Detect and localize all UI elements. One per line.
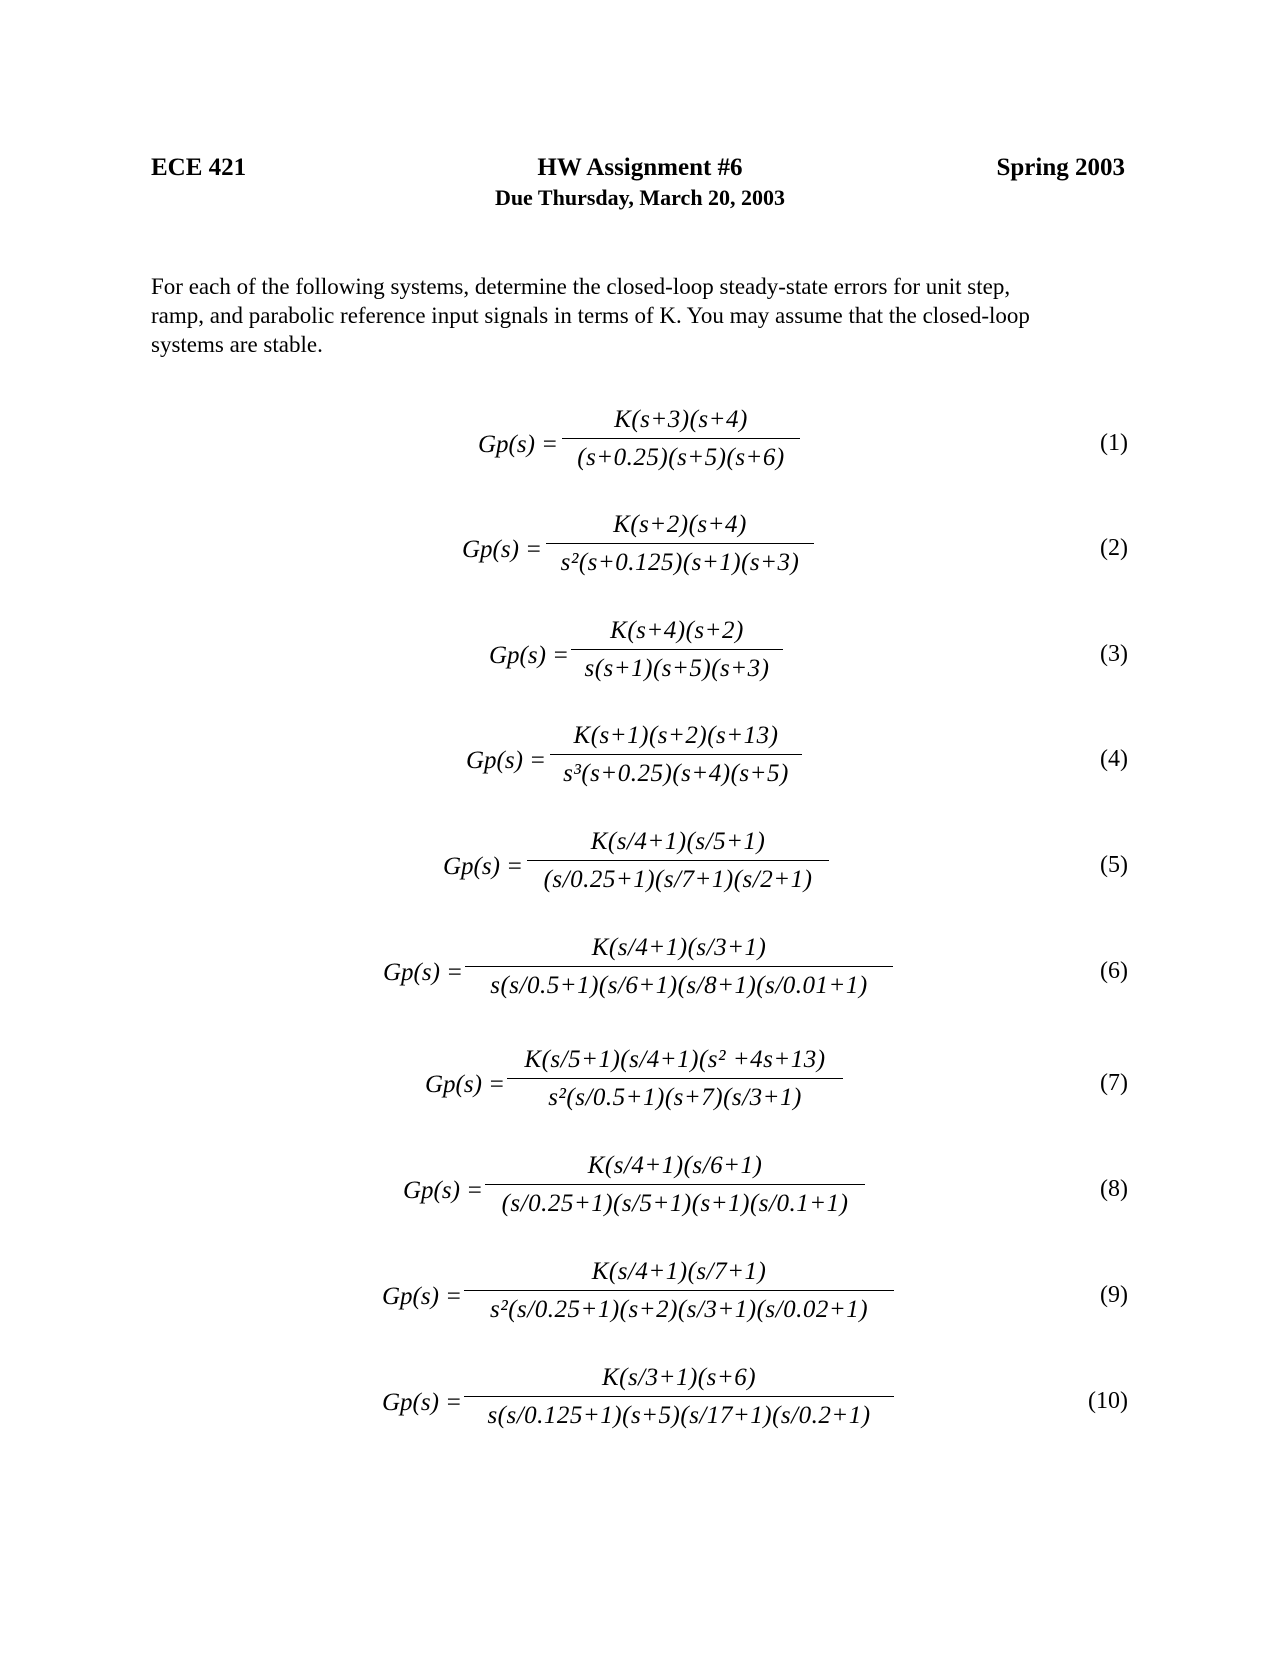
- fraction-bar: [485, 1184, 865, 1185]
- equation-number: (7): [1100, 1070, 1128, 1096]
- transfer-fraction: [485, 1150, 865, 1220]
- equation-1: [0, 404, 1280, 484]
- equation-number: (3): [1100, 641, 1128, 667]
- equation-lhs: [466, 748, 546, 773]
- transfer-fraction: [464, 1362, 894, 1432]
- numerator: K(s+2)(s+4): [613, 511, 747, 538]
- equation-number: (10): [1088, 1388, 1128, 1414]
- equation-6: [0, 932, 1280, 1012]
- denominator: s²(s+0.125)(s+1)(s+3): [560, 549, 800, 576]
- equation-number: (8): [1100, 1176, 1128, 1202]
- equation-number: (2): [1100, 535, 1128, 561]
- equation-lhs-text: Gp(s) =: [489, 642, 570, 669]
- equation-lhs: [462, 537, 542, 562]
- fraction-bar: [464, 1396, 894, 1397]
- numerator: K(s/4+1)(s/5+1): [590, 828, 766, 855]
- equation-lhs: [382, 1390, 462, 1415]
- fraction-bar: [465, 966, 893, 967]
- denominator: s²(s/0.25+1)(s+2)(s/3+1)(s/0.02+1): [489, 1296, 869, 1323]
- equation-8: [0, 1150, 1280, 1230]
- transfer-fraction: [464, 1256, 894, 1326]
- equation-lhs: [478, 432, 558, 457]
- fraction-bar: [571, 649, 783, 650]
- transfer-fraction: [571, 615, 783, 685]
- instructions-line: ramp, and parabolic reference input signals in terms of K. You may assume that the closed-loop: [151, 303, 1030, 328]
- numerator: K(s/5+1)(s/4+1)(s² +4s+13): [524, 1046, 826, 1073]
- numerator: K(s/4+1)(s/6+1): [587, 1152, 763, 1179]
- equation-number: (9): [1100, 1282, 1128, 1308]
- denominator: (s/0.25+1)(s/5+1)(s+1)(s/0.1+1): [501, 1190, 849, 1217]
- transfer-fraction: [550, 720, 802, 790]
- equation-lhs-text: Gp(s) =: [466, 747, 547, 774]
- numerator: K(s+1)(s+2)(s+13): [573, 722, 779, 749]
- fraction-bar: [550, 754, 802, 755]
- denominator: s(s/0.5+1)(s/6+1)(s/8+1)(s/0.01+1): [490, 972, 868, 999]
- assignment-title: HW Assignment #6: [537, 154, 743, 181]
- instructions-line: For each of the following systems, determine the closed-loop steady-state errors for unit step,: [151, 274, 1011, 299]
- equation-10: [0, 1362, 1280, 1442]
- equation-lhs: [382, 1284, 462, 1309]
- equation-lhs-text: Gp(s) =: [403, 1177, 484, 1204]
- instructions-paragraph: [151, 272, 1141, 359]
- equation-number: (1): [1100, 430, 1128, 456]
- numerator: K(s+4)(s+2): [610, 617, 744, 644]
- fraction-bar: [546, 543, 814, 544]
- numerator: K(s/3+1)(s+6): [601, 1364, 757, 1391]
- fraction-bar: [562, 438, 800, 439]
- equation-lhs: [489, 643, 569, 668]
- equation-3: [0, 615, 1280, 695]
- equation-4: [0, 720, 1280, 800]
- fraction-bar: [507, 1078, 843, 1079]
- equation-7: [0, 1044, 1280, 1124]
- transfer-fraction: [562, 404, 800, 474]
- equation-2: [0, 509, 1280, 589]
- equation-lhs: [383, 960, 463, 985]
- course-code: ECE 421: [151, 154, 247, 181]
- transfer-fraction: [527, 826, 829, 896]
- equation-number: (6): [1100, 958, 1128, 984]
- denominator: s(s/0.125+1)(s+5)(s/17+1)(s/0.2+1): [487, 1402, 871, 1429]
- equation-lhs: [443, 854, 523, 879]
- equation-lhs-text: Gp(s) =: [478, 431, 559, 458]
- equation-number: (5): [1100, 852, 1128, 878]
- equation-5: [0, 826, 1280, 906]
- numerator: K(s+3)(s+4): [614, 406, 748, 433]
- instructions-line: systems are stable.: [151, 332, 323, 357]
- equation-lhs-text: Gp(s) =: [425, 1071, 506, 1098]
- denominator: s³(s+0.25)(s+4)(s+5): [563, 760, 789, 787]
- equation-number: (4): [1100, 746, 1128, 772]
- transfer-fraction: [546, 509, 814, 579]
- fraction-bar: [464, 1290, 894, 1291]
- numerator: K(s/4+1)(s/3+1): [591, 934, 767, 961]
- equation-lhs-text: Gp(s) =: [462, 536, 543, 563]
- semester: Spring 2003: [996, 154, 1125, 181]
- denominator: (s+0.25)(s+5)(s+6): [577, 444, 785, 471]
- denominator: s²(s/0.5+1)(s+7)(s/3+1): [548, 1084, 802, 1111]
- numerator: K(s/4+1)(s/7+1): [591, 1258, 767, 1285]
- equation-9: [0, 1256, 1280, 1336]
- equation-lhs: [403, 1178, 483, 1203]
- equation-lhs-text: Gp(s) =: [443, 853, 524, 880]
- equation-lhs-text: Gp(s) =: [382, 1283, 463, 1310]
- fraction-bar: [527, 860, 829, 861]
- equation-lhs: [425, 1072, 505, 1097]
- equation-lhs-text: Gp(s) =: [382, 1389, 463, 1416]
- equation-lhs-text: Gp(s) =: [383, 959, 464, 986]
- denominator: s(s+1)(s+5)(s+3): [584, 655, 770, 682]
- transfer-fraction: [507, 1044, 843, 1114]
- transfer-fraction: [465, 932, 893, 1002]
- denominator: (s/0.25+1)(s/7+1)(s/2+1): [543, 866, 813, 893]
- due-date: Due Thursday, March 20, 2003: [494, 185, 786, 210]
